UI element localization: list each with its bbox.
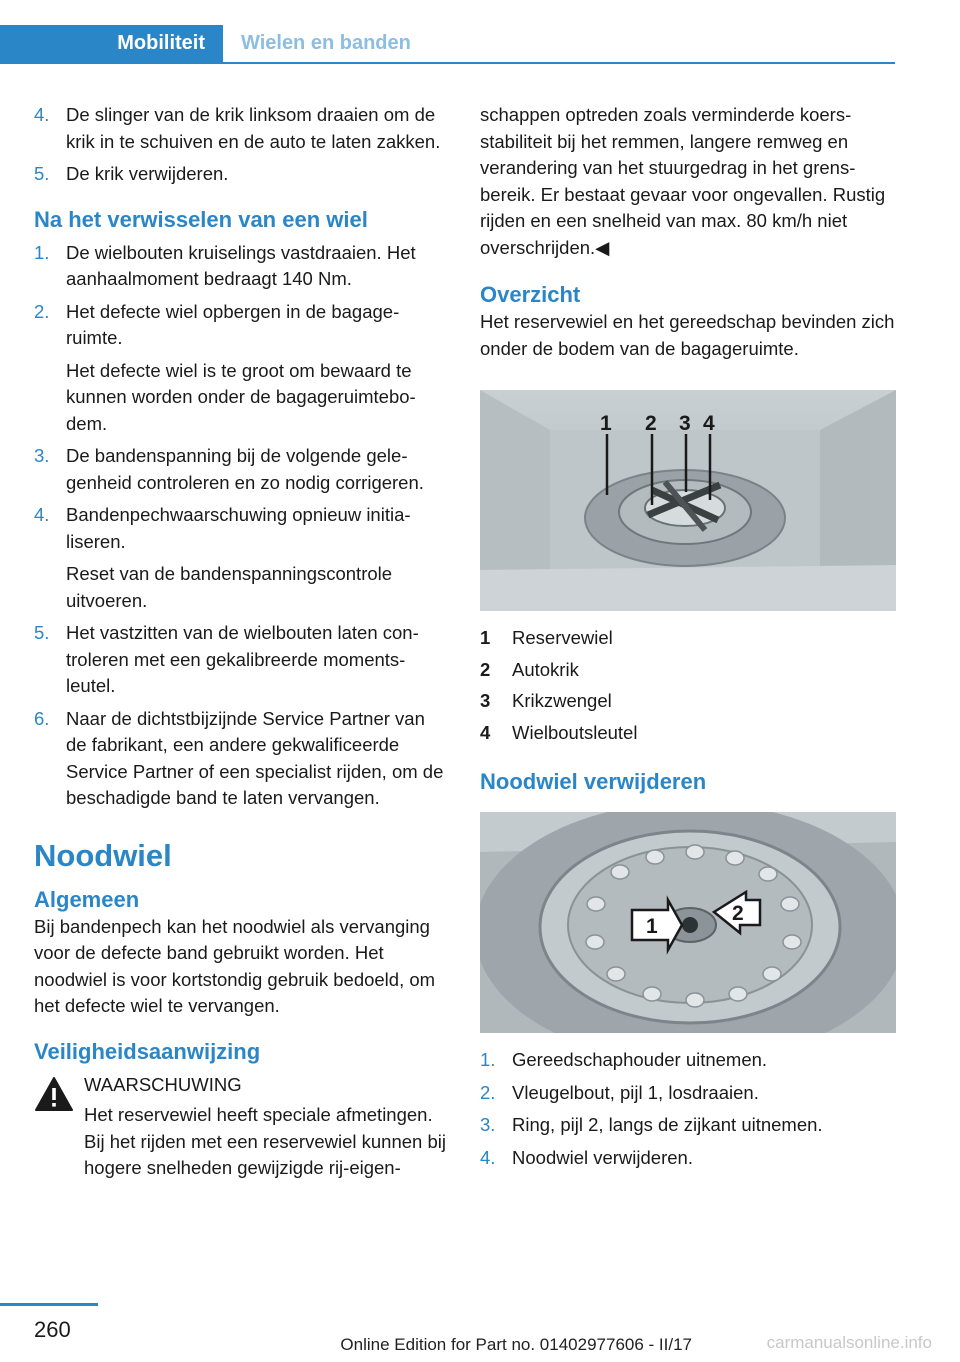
warning-triangle-icon: [34, 1076, 74, 1112]
right-column: [480, 102, 896, 1177]
remove-heading: Noodwiel verwijderen: [480, 769, 707, 794]
page-number: 260: [34, 1317, 71, 1342]
footer-rule: [0, 1303, 98, 1306]
step-text: De wielbouten kruiselings vastdraaien. Het aanhaalmoment bedraagt 140 Nm.: [66, 241, 416, 289]
legend-row: [480, 688, 896, 715]
step-number: 4.: [34, 104, 50, 125]
figure-callout-1: 1: [600, 412, 612, 435]
watermark-text: carmanualsonline.info: [766, 1333, 932, 1352]
heading-after-change: Na het verwisselen van een wiel: [34, 206, 368, 232]
step-number: 3.: [480, 1114, 496, 1135]
step-number: 5.: [34, 622, 50, 643]
warning-title: WAARSCHUWING: [84, 1073, 242, 1095]
step-text: De bandenspanning bij de volgende gelegenheid controleren en zo nodig corrigeren.: [66, 445, 424, 493]
list-item: [480, 1080, 896, 1107]
step-text: Ring, pijl 2, langs de zijkant uitnemen.: [512, 1114, 823, 1135]
step-number: 1.: [480, 1049, 496, 1070]
step-text: Naar de dichtstbijzijnde Service Partner van de fabrikant, een andere gekwalificeerde Service Partner of een specialist rijden, om de beschadigde band te laten vervangen.: [66, 707, 444, 808]
step-number: 1.: [34, 241, 50, 263]
figure-legend: [480, 625, 896, 746]
spare-wheel-illustration: [480, 390, 896, 611]
warning-text: Het reservewiel heeft speciale afmetingen. Bij het rijden met een reservewiel kunnen bij hogere snelheden gewijzigde rij-eigen-: [84, 1104, 446, 1178]
list-item: [480, 1112, 896, 1139]
general-heading: Algemeen: [34, 886, 140, 912]
remove-wheel-illustration: [480, 812, 896, 1033]
remove-steps-list: [480, 1047, 896, 1171]
figure-callout-3: 3: [679, 412, 691, 435]
step-text: Het vastzitten van de wielbouten laten controleren met een gekalibreerde momentsleutel.: [66, 622, 419, 696]
step-number: 2.: [34, 300, 50, 322]
legend-row: [480, 625, 896, 652]
legend-row: [480, 657, 896, 684]
steps-list-b: [34, 240, 448, 812]
general-text: Bij bandenpech kan het noodwiel als vervanging voor de defecte band gebruikt worden. Het noodwiel is voor kortstondig gebruik bedoeld, om het defecte wiel te vervangen.: [34, 915, 436, 1016]
step-number: 6.: [34, 707, 50, 729]
list-item: [480, 1145, 896, 1172]
spare-wheel-figure: [480, 390, 896, 611]
overview-text: Het reservewiel en het gereedschap bevinden zich onder de bodem van de bagageruimte.: [480, 311, 895, 359]
edition-text: Online Edition for Part no. 01402977606 - II/17: [340, 1335, 692, 1354]
page-header: [0, 0, 895, 64]
list-item: [34, 706, 448, 812]
figure-callout-4: 4: [703, 412, 715, 435]
warning-continuation: schappen optreden zoals verminderde koersstabiliteit bij het remmen, langere remweg en verandering van het stuurgedrag in het grensbereik. Er bestaat gevaar voor ongevallen. Rustig rijden en een snelheid van max. 80 km/h niet overschrijden.◀: [480, 104, 886, 258]
step-text: Het defecte wiel opbergen in de bagageruimte.: [66, 300, 400, 348]
legend-key: 3: [480, 690, 491, 711]
legend-value: Krikzwengel: [512, 690, 612, 711]
list-item: [34, 102, 448, 155]
tab-wielen-en-banden[interactable]: Wielen en banden: [241, 32, 411, 54]
step-text: De slinger van de krik linksom draaien om de krik in te schuiven en de auto te laten zakken.: [66, 104, 441, 152]
list-item: [480, 1047, 896, 1074]
warning-block: [34, 1072, 448, 1182]
legend-key: 2: [480, 658, 491, 680]
step-text: Bandenpechwaarschuwing opnieuw initialiseren.: [66, 504, 411, 552]
legend-key: 1: [480, 627, 491, 648]
step-number: 4.: [34, 504, 50, 525]
list-item: [34, 240, 448, 293]
figure2-callout-2: 2: [732, 902, 744, 925]
figure-callout-2: 2: [645, 412, 657, 435]
step-note: Het defecte wiel is te groot om bewaard te kunnen worden onder de bagageruimtebodem.: [66, 359, 416, 434]
list-item: [34, 299, 448, 438]
step-number: 2.: [480, 1081, 496, 1103]
list-item: [34, 161, 448, 188]
chapter-title: Noodwiel: [34, 837, 172, 873]
tab-mobiliteit[interactable]: Mobiliteit: [0, 25, 223, 62]
legend-key: 4: [480, 721, 491, 743]
overview-heading: Overzicht: [480, 282, 581, 307]
figure2-callout-1: 1: [646, 915, 658, 938]
list-item: [34, 443, 448, 496]
legend-value: Reservewiel: [512, 627, 613, 648]
step-text: Vleugelbout, pijl 1, losdraaien.: [512, 1081, 759, 1103]
step-note: Reset van de bandenspanningscontrole uitvoeren.: [66, 563, 393, 611]
step-number: 3.: [34, 445, 50, 466]
step-number: 4.: [480, 1146, 496, 1168]
step-number: 5.: [34, 163, 50, 184]
legend-value: Autokrik: [512, 658, 579, 680]
legend-value: Wielboutsleutel: [512, 721, 638, 743]
steps-list-a: [34, 102, 448, 188]
list-item: [34, 502, 448, 614]
list-item: [34, 620, 448, 700]
safety-heading: Veiligheidsaanwijzing: [34, 1038, 261, 1064]
left-column: [34, 102, 448, 1182]
step-text: De krik verwijderen.: [66, 163, 229, 184]
warning-text-first: [84, 1102, 448, 1182]
step-text: Noodwiel verwijderen.: [512, 1146, 693, 1168]
step-text: Gereedschaphouder uitnemen.: [512, 1049, 768, 1070]
remove-wheel-figure: [480, 812, 896, 1033]
legend-row: [480, 720, 896, 747]
